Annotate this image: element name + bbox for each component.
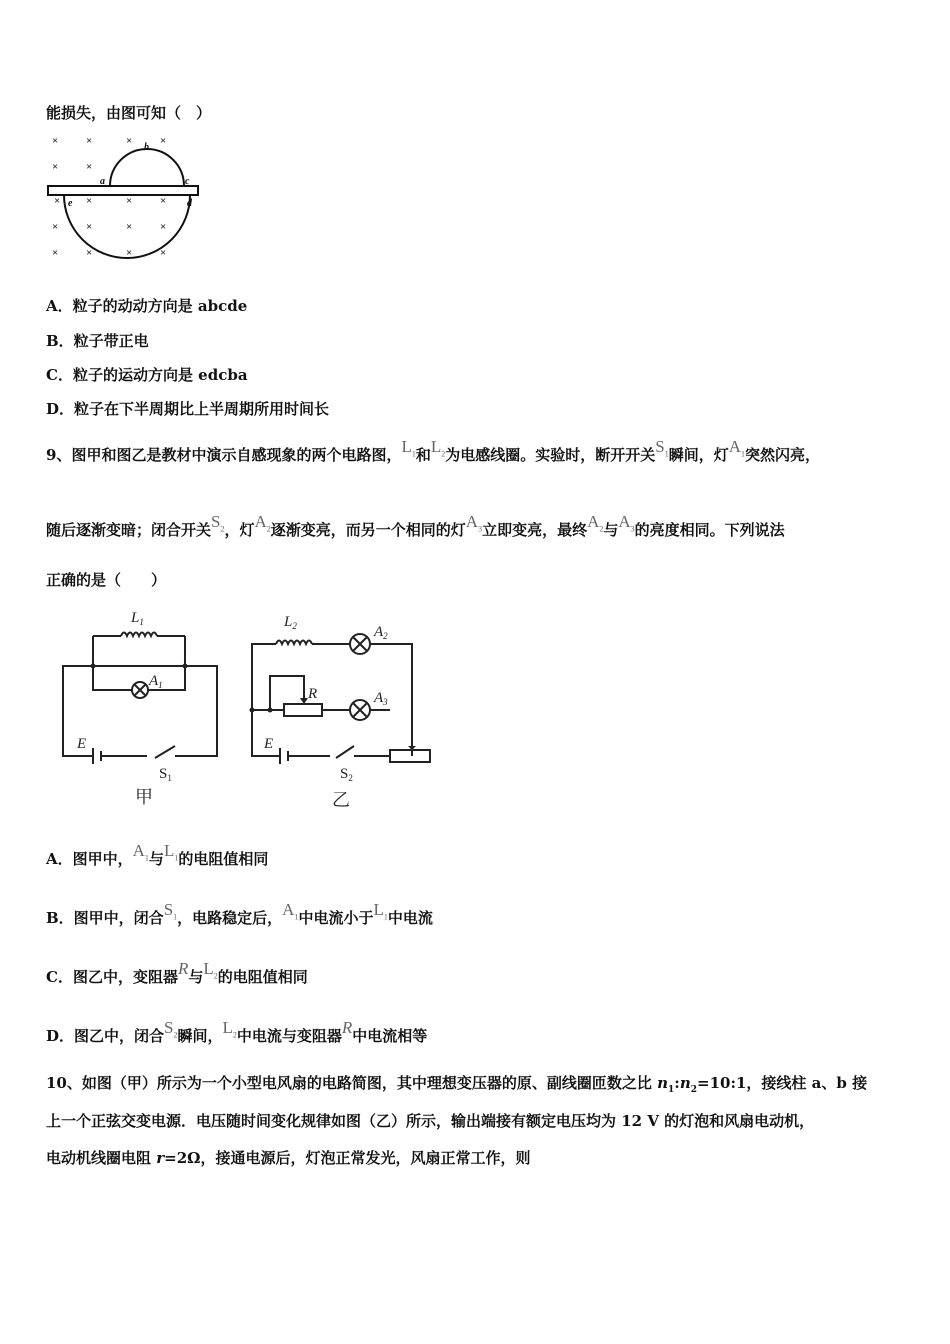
svg-text:R: R — [308, 686, 318, 702]
q9-option-c: C．图乙中，变阻器R与$L_2$的电阻值相同 — [46, 959, 308, 986]
svg-text:×: × — [86, 195, 93, 207]
svg-text:×: × — [160, 221, 167, 233]
svg-text:×: × — [160, 135, 167, 147]
sym-l1: $L_1$ — [401, 437, 416, 459]
svg-text:×: × — [86, 221, 93, 233]
svg-text:L1: $L_1$ — [131, 610, 144, 627]
sym-l2: $L_2$ — [430, 437, 446, 459]
svg-text:A1: $A_1$ — [149, 673, 163, 690]
q8-option-c: C．粒子的运动方向是 edcba — [46, 366, 248, 384]
label-c: c — [185, 176, 190, 187]
svg-text:×: × — [52, 161, 59, 173]
svg-text:×: × — [54, 195, 61, 207]
svg-text:E: E — [264, 736, 274, 752]
q8-option-a: A．粒子的动动方向是 abcde — [46, 297, 248, 315]
q8-figure — [44, 128, 204, 263]
caption-jia: 甲 — [135, 787, 153, 807]
svg-text:×: × — [86, 161, 93, 173]
label-a: a — [100, 176, 105, 187]
sym-s1: $S_1$ — [655, 437, 669, 459]
svg-text:×: × — [126, 247, 133, 259]
label-e: e — [68, 198, 73, 209]
svg-text:A2: $A_2$ — [374, 624, 388, 641]
svg-text:S1: $S_1$ — [159, 766, 172, 783]
caption-yi: 乙 — [332, 790, 350, 810]
label-d: d — [187, 198, 192, 209]
svg-text:L2: $L_2$ — [284, 614, 297, 631]
q9-option-d: D．图乙中，闭合$S_2$瞬间，$L_2$中电流与变阻器R中电流相等 — [46, 1018, 428, 1045]
q10-line2: 上一个正弦交变电源．电压随时间变化规律如图（乙）所示，输出端接有额定电压均为 12 V 的灯泡和风扇电动机， — [46, 1112, 815, 1130]
svg-text:×: × — [52, 135, 59, 147]
circuit-jia — [55, 598, 225, 810]
sym-a1: $A_1$ — [728, 437, 746, 459]
svg-text:×: × — [86, 135, 93, 147]
q10-line3: 电动机线圈电阻 r=2Ω，接通电源后，灯泡正常发光，风扇正常工作，则 — [46, 1149, 531, 1167]
svg-text:E: E — [77, 736, 87, 752]
svg-text:×: × — [126, 221, 133, 233]
svg-text:S2: $S_2$ — [340, 766, 353, 783]
svg-text:×: × — [126, 135, 133, 147]
svg-text:×: × — [160, 195, 167, 207]
label-b: b — [144, 142, 149, 153]
q8-stem: 能损失，由图可知（ ） — [46, 104, 212, 122]
circuit-yi — [240, 598, 440, 814]
svg-text:×: × — [160, 247, 167, 259]
svg-text:×: × — [52, 221, 59, 233]
q10-line1: 10、如图（甲）所示为一个小型电风扇的电路简图，其中理想变压器的原、副线圈匝数之比 $n_1:n_2=10:1$，接线柱 a、b 接 — [46, 1074, 868, 1095]
q9-line3: 正确的是（ ） — [46, 571, 167, 589]
q9-option-a: A．图甲中，$A_1$与$L_1$的电阻值相同 — [46, 841, 269, 868]
svg-text:A3: $A_3$ — [374, 690, 388, 707]
q9-option-b: B．图甲中，闭合$S_1$，电路稳定后，$A_1$中电流小于$L_1$中电流 — [46, 900, 433, 927]
q9-line2: 随后逐渐变暗；闭合开关$S_2$，灯$A_2$逐渐变亮，而另一个相同的灯$A_3$立即变亮，最终$A_2$与$A_3$的亮度相同。下列说法 — [46, 512, 785, 539]
svg-text:×: × — [52, 247, 59, 259]
svg-text:×: × — [86, 247, 93, 259]
svg-text:×: × — [126, 195, 133, 207]
q8-option-d: D．粒子在下半周期比上半周期所用时间长 — [46, 400, 330, 418]
q8-option-b: B．粒子带正电 — [46, 332, 149, 350]
q9-line1: 9、图甲和图乙是教材中演示自感现象的两个电路图，$L_1$和$L_2$为电感线圈。实验时，断开开关$S_1$瞬间，灯$A_1$突然闪亮， — [46, 437, 821, 464]
